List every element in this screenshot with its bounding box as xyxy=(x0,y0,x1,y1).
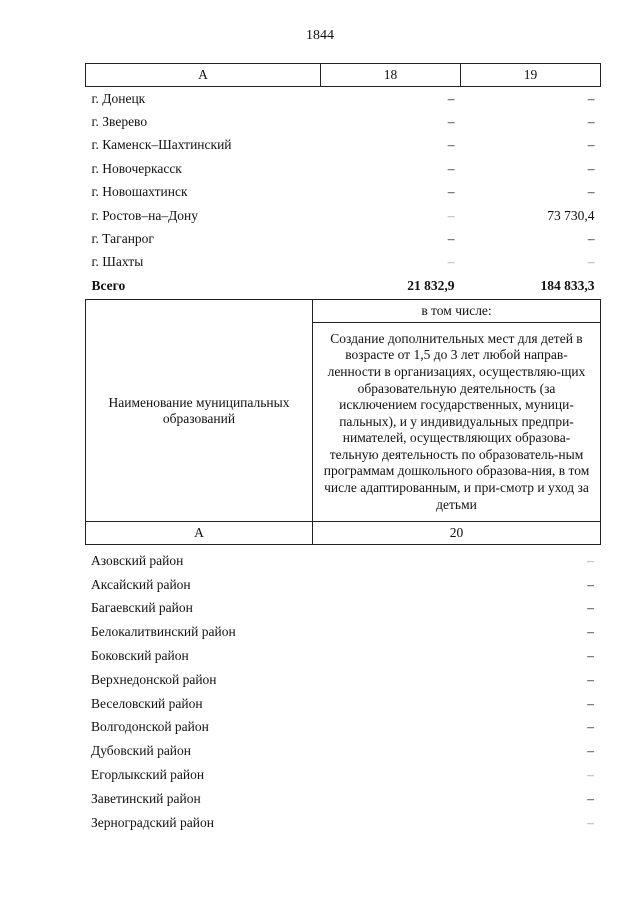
value-col-19: – xyxy=(587,160,595,176)
value-col-19: 73 730,4 xyxy=(547,207,595,223)
col-label-a: А xyxy=(86,522,313,545)
value-col-19: – xyxy=(587,184,595,200)
header-col-19: 19 xyxy=(461,64,601,87)
municipality-name: г. Таганрог xyxy=(91,231,154,247)
municipality-name: Белокалитвинский район xyxy=(91,624,236,640)
municipality-name: Багаевский район xyxy=(91,600,193,616)
municipality-name: Егорлыкский район xyxy=(91,767,205,783)
col20-description: Создание дополнительных мест для детей в возрасте от 1,5 до 3 лет любой направ-ленности в организациях, осуществляю-щих образовательную деятельность (за исключением государственных, муници-пальных), и у индивидуальных предпри-нимателей, осуществляющих образова-тельную деятельность по образователь-ным программам дошкольного образова-ния, в том числе адаптированным, и при-смотр и уход за детьми xyxy=(313,323,601,522)
value-col-20: – xyxy=(587,814,594,830)
municipality-name: г. Донецк xyxy=(91,90,146,106)
value-col-20: – xyxy=(587,695,594,711)
value-col-20: – xyxy=(587,624,594,640)
value-col-20: – xyxy=(587,790,594,806)
table-header-col20 xyxy=(85,299,601,545)
municipality-name: Боковский район xyxy=(91,648,189,664)
header-col-18: 18 xyxy=(321,64,461,87)
value-col-19: – xyxy=(587,90,595,106)
table-row xyxy=(86,134,601,157)
table-row xyxy=(86,181,601,204)
table-row xyxy=(86,251,601,274)
municipality-name: г. Новошахтинск xyxy=(91,184,188,200)
value-col-20: – xyxy=(587,576,594,592)
municipality-name: г. Зверево xyxy=(91,114,148,130)
table-row xyxy=(85,644,600,668)
table-row xyxy=(85,549,600,573)
value-col-20: – xyxy=(587,743,594,759)
header-col-a: А xyxy=(86,64,321,87)
table-row xyxy=(85,620,600,644)
table-row xyxy=(85,787,600,811)
table-row xyxy=(85,692,600,716)
value-col-18: – xyxy=(447,90,455,106)
table-row xyxy=(86,157,601,180)
table-row xyxy=(86,227,601,250)
municipality-name: Дубовский район xyxy=(91,743,192,759)
municipality-name: Волгодонской район xyxy=(91,719,209,735)
value-col-18: – xyxy=(447,254,455,270)
value-col-18: – xyxy=(447,184,455,200)
table-row xyxy=(86,204,601,227)
table-row xyxy=(85,597,600,621)
table-row xyxy=(86,87,601,111)
table-row xyxy=(85,716,600,740)
municipality-name: Заветинский район xyxy=(91,790,201,806)
municipality-name: г. Ростов–на–Дону xyxy=(91,207,199,223)
table-row xyxy=(85,763,600,787)
page-number: 1844 xyxy=(306,28,334,43)
group-header: в том числе: xyxy=(313,300,601,323)
value-col-19: – xyxy=(587,254,595,270)
value-col-20: – xyxy=(587,648,594,664)
municipality-name: Аксайский район xyxy=(91,576,191,592)
municipality-name: Веселовский район xyxy=(91,695,203,711)
table-row xyxy=(86,110,601,133)
value-col-20: – xyxy=(587,552,594,568)
municipality-name: г. Новочеркасск xyxy=(91,160,182,176)
value-col-19: – xyxy=(587,137,595,153)
table-row xyxy=(85,668,600,692)
municipality-name: г. Каменск–Шахтинский xyxy=(91,137,232,153)
value-col-19: – xyxy=(587,231,595,247)
value-col-18: – xyxy=(447,114,455,130)
table-total-row xyxy=(86,274,601,297)
table-districts xyxy=(85,549,600,835)
value-col-19: – xyxy=(587,114,595,130)
table-cities xyxy=(85,63,601,298)
total-label: Всего xyxy=(91,277,126,293)
value-col-18: – xyxy=(447,137,455,153)
value-col-20: – xyxy=(587,719,594,735)
municipality-name: Азовский район xyxy=(91,552,184,568)
value-col-18: – xyxy=(447,231,455,247)
table-row xyxy=(85,811,600,835)
table-header-row xyxy=(86,64,601,87)
value-col-20: – xyxy=(587,767,594,783)
value-col-20: – xyxy=(587,671,594,687)
value-col-18: – xyxy=(447,207,455,223)
municipality-name: г. Шахты xyxy=(91,254,144,270)
value-col-20: – xyxy=(587,600,594,616)
table-row xyxy=(85,573,600,597)
table-row xyxy=(85,739,600,763)
value-col-18: – xyxy=(447,160,455,176)
municipality-column-header: Наименование муниципальных образований xyxy=(86,300,313,522)
col-label-20: 20 xyxy=(313,522,601,545)
total-col-18: 21 832,9 xyxy=(407,277,455,293)
municipality-name: Верхнедонской район xyxy=(91,671,217,687)
total-col-19: 184 833,3 xyxy=(540,277,595,293)
municipality-name: Зерноградский район xyxy=(91,814,214,830)
